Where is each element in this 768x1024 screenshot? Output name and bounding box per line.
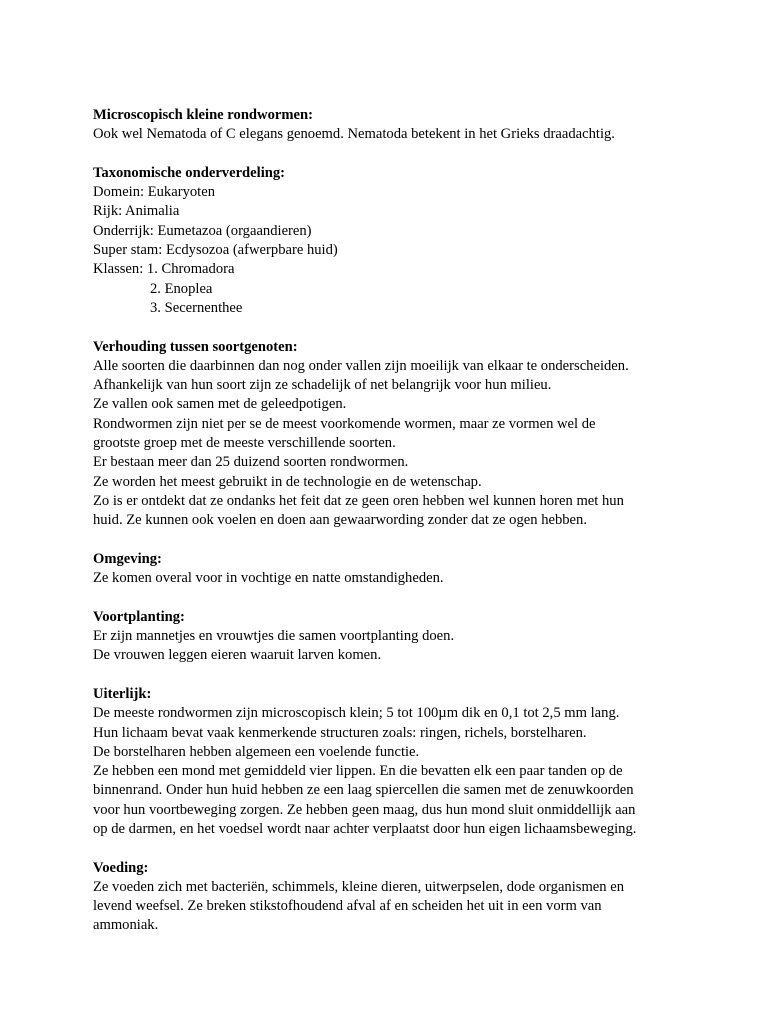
section-heading: Verhouding tussen soortgenoten: (93, 338, 298, 355)
paragraph-line: Ze vallen ook samen met de geleedpotigen. (93, 396, 347, 413)
section-heading: Taxonomische onderverdeling: (93, 164, 286, 181)
section-appearance (93, 685, 723, 839)
section-nutrition (93, 859, 723, 936)
paragraph-line: Domein: Eukaryoten (93, 184, 215, 201)
paragraph-line: De vrouwen leggen eieren waaruit larven komen. (93, 647, 382, 664)
paragraph-line: Alle soorten die daarbinnen dan nog onder vallen zijn moeilijk van elkaar te onderscheiden. (93, 357, 629, 374)
section-heading: Voeding: (93, 859, 149, 876)
section-heading: Microscopisch kleine rondwormen: (93, 107, 313, 123)
indented-list-item: 3. Secernenthee (150, 299, 243, 316)
paragraph-line: Zo is er ontdekt dat ze ondanks het feit dat ze geen oren hebben wel kunnen horen met hun (93, 492, 624, 509)
section-relationship (93, 338, 723, 531)
paragraph-line: Ze komen overal voor in vochtige en natte omstandigheden. (93, 570, 444, 587)
paragraph-line: voor hun voortbeweging zorgen. Ze hebben geen maag, dus hun mond sluit onmiddellijk aan (93, 801, 636, 818)
paragraph-line: Hun lichaam bevat vaak kenmerkende structuren zoals: ringen, richels, borstelharen. (93, 724, 587, 741)
paragraph-line: levend weefsel. Ze breken stikstofhoudend afval af en scheiden het uit in een vorm van (93, 898, 602, 915)
paragraph-line: Onderrijk: Eumetazoa (orgaandieren) (93, 222, 312, 239)
paragraph-line: grootste groep met de meeste verschillende soorten. (93, 435, 396, 452)
paragraph-line: Er bestaan meer dan 25 duizend soorten rondwormen. (93, 454, 409, 471)
paragraph-line: Klassen: 1. Chromadora (93, 261, 235, 278)
paragraph-line: binnenrand. Onder hun huid hebben ze een laag spiercellen die samen met de zenuwkoorden (93, 782, 634, 799)
section-heading: Omgeving: (93, 550, 162, 567)
paragraph-line: De borstelharen hebben algemeen een voelende functie. (93, 743, 420, 760)
paragraph-line: De meeste rondwormen zijn microscopisch klein; 5 tot 100µm dik en 0,1 tot 2,5 mm lang. (93, 705, 620, 722)
paragraph-line: Er zijn mannetjes en vrouwtjes die samen voortplanting doen. (93, 628, 455, 645)
paragraph-line: Afhankelijk van hun soort zijn ze schadelijk of net belangrijk voor hun milieu. (93, 377, 552, 394)
paragraph-line: Ze voeden zich met bacteriën, schimmels, kleine dieren, uitwerpselen, dode organismen en (93, 878, 624, 895)
paragraph-line: Ze hebben een mond met gemiddeld vier lippen. En die bevatten elk een paar tanden op de (93, 763, 623, 780)
section-reproduction (93, 608, 723, 666)
section-taxonomy (93, 164, 723, 318)
paragraph-line: Rondwormen zijn niet per se de meest voorkomende wormen, maar ze vormen wel de (93, 415, 596, 432)
paragraph-line: Rijk: Animalia (93, 203, 180, 220)
section-heading: Uiterlijk: (93, 685, 152, 702)
section-heading: Voortplanting: (93, 608, 185, 625)
section-environment (93, 550, 723, 589)
paragraph-line: huid. Ze kunnen ook voelen en doen aan gewaarwording zonder dat ze ogen hebben. (93, 512, 587, 529)
section-intro (93, 106, 723, 145)
paragraph-line: Ze worden het meest gebruikt in de technologie en de wetenschap. (93, 473, 482, 490)
indented-list-item: 2. Enoplea (150, 280, 213, 297)
document-page (93, 106, 723, 955)
paragraph-line: Super stam: Ecdysozoa (afwerpbare huid) (93, 242, 338, 259)
paragraph-line: Ook wel Nematoda of C elegans genoemd. Nematoda betekent in het Grieks draadachtig. (93, 126, 615, 143)
paragraph-line: op de darmen, en het voedsel wordt naar achter verplaatst door hun eigen lichaamsbeweging. (93, 820, 637, 837)
paragraph-line: ammoniak. (93, 917, 159, 934)
